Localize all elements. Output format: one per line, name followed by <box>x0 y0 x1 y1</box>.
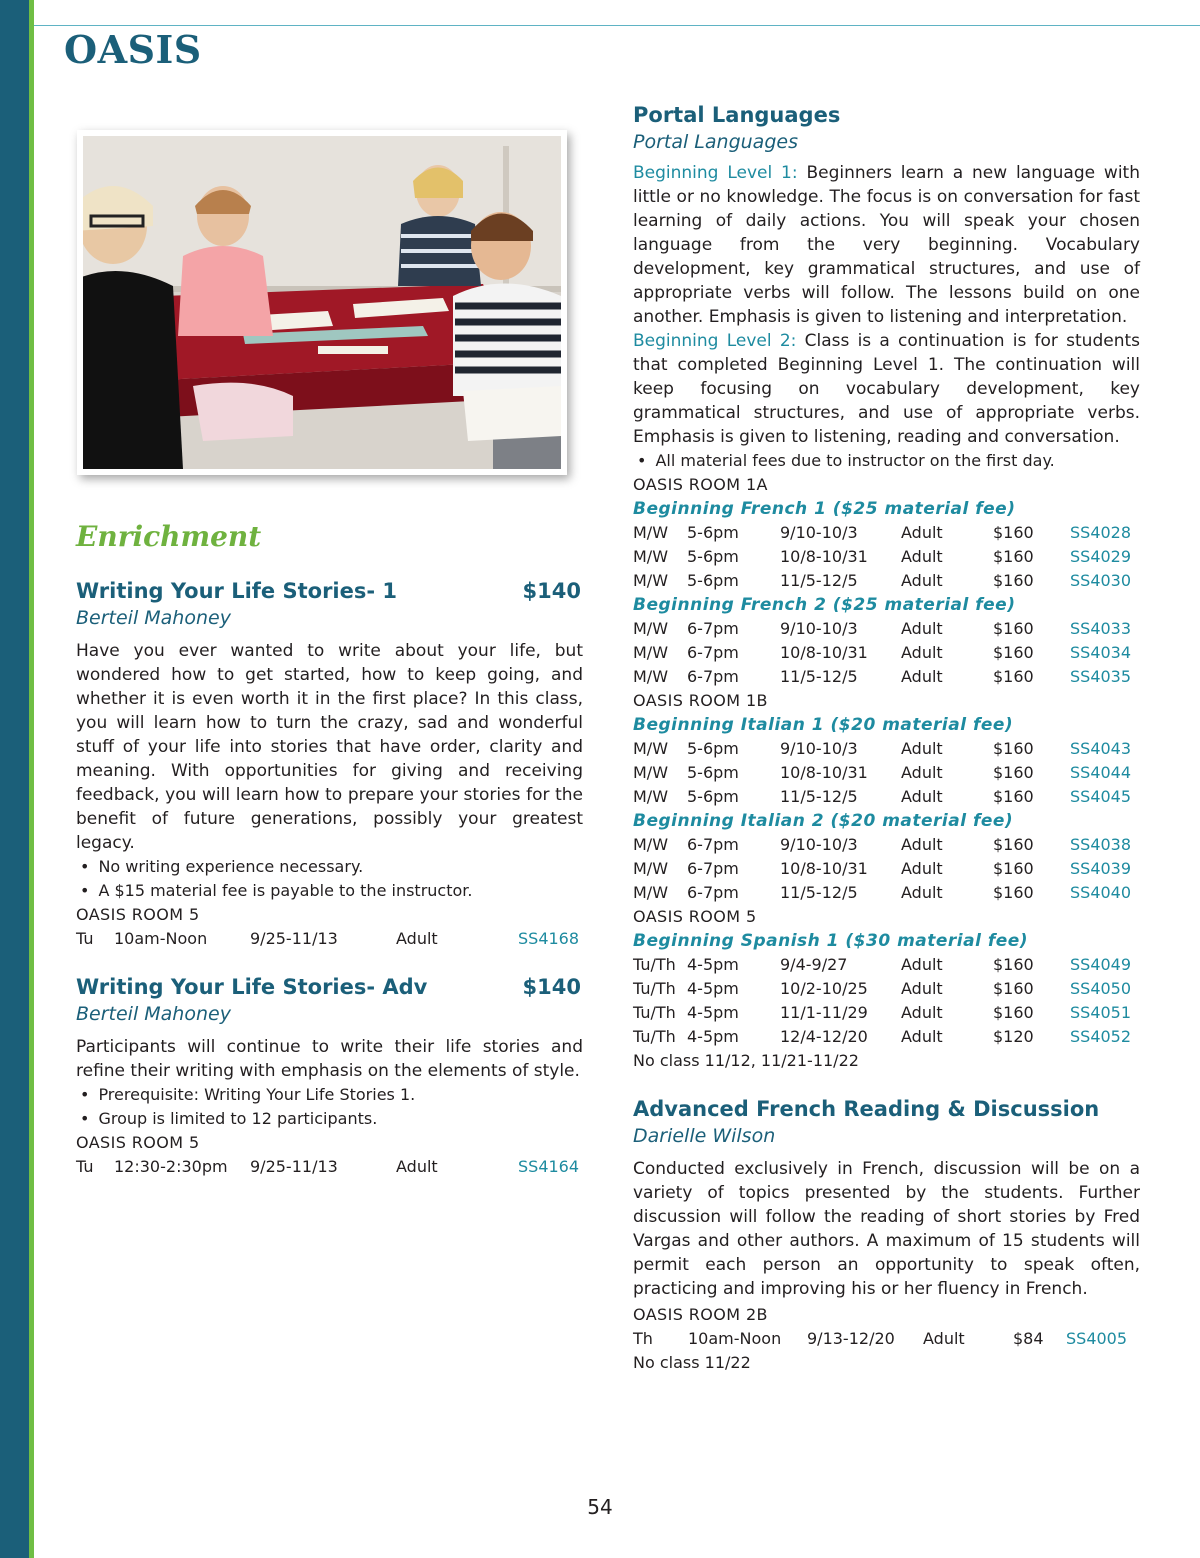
schedule-row <box>633 1327 1140 1351</box>
schedule-row <box>633 881 1140 905</box>
schedule-row <box>633 953 1140 977</box>
schedule-fee: $160 <box>993 739 1034 758</box>
schedule-audience: Adult <box>901 739 943 758</box>
schedule-time: 5-6pm <box>687 763 739 782</box>
bullet-item: • All material fees due to instructor on the first day. <box>633 449 1140 473</box>
schedule-audience: Adult <box>901 643 943 662</box>
course-code: SS4045 <box>1070 787 1132 806</box>
schedule-row <box>633 977 1140 1001</box>
schedule-dates: 10/8-10/31 <box>780 547 868 566</box>
schedule-fee: $160 <box>993 1003 1034 1022</box>
schedule-audience: Adult <box>901 955 943 974</box>
level2-description <box>633 329 1140 449</box>
schedule-day: M/W <box>633 859 669 878</box>
course-code: SS4043 <box>1070 739 1132 758</box>
schedule-dates: 9/10-10/3 <box>780 523 858 542</box>
schedule-day: M/W <box>633 739 669 758</box>
schedule-row <box>633 617 1140 641</box>
schedule-day: M/W <box>633 667 669 686</box>
schedule-time: 4-5pm <box>687 1003 739 1022</box>
schedule-audience: Adult <box>396 929 438 948</box>
room-label: OASIS ROOM 2B <box>633 1305 768 1324</box>
schedule-day: M/W <box>633 523 669 542</box>
photo-frame <box>77 130 567 475</box>
page-number: 54 <box>587 1495 613 1519</box>
schedule-row <box>633 785 1140 809</box>
sidebar-accent-stripe <box>29 0 34 1558</box>
schedule-time: 10am-Noon <box>688 1329 782 1348</box>
schedule-audience: Adult <box>901 667 943 686</box>
course-code: SS4052 <box>1070 1027 1132 1046</box>
section-heading-enrichment: Enrichment <box>76 520 262 553</box>
instructor-name: Darielle Wilson <box>633 1125 776 1147</box>
schedule-audience: Adult <box>901 523 943 542</box>
schedule-fee: $160 <box>993 955 1034 974</box>
schedule-fee: $160 <box>993 619 1034 638</box>
schedule-fee: $160 <box>993 763 1034 782</box>
schedule-row <box>633 665 1140 689</box>
schedule-fee: $160 <box>993 667 1034 686</box>
schedule-fee: $120 <box>993 1027 1034 1046</box>
schedule-row <box>633 833 1140 857</box>
schedule-row <box>633 1025 1140 1049</box>
instructor-name: Portal Languages <box>633 131 798 153</box>
schedule-time: 5-6pm <box>687 739 739 758</box>
course-title: Writing Your Life Stories- 1 <box>76 579 397 603</box>
schedule-dates: 11/5-12/5 <box>780 883 858 902</box>
schedule-audience: Adult <box>901 619 943 638</box>
course-code: SS4028 <box>1070 523 1132 542</box>
schedule-fee: $160 <box>993 859 1034 878</box>
schedule-day: Tu/Th <box>633 1003 676 1022</box>
course-code: SS4035 <box>1070 667 1132 686</box>
schedule-row <box>633 569 1140 593</box>
schedule-audience: Adult <box>901 1027 943 1046</box>
schedule-day: Tu/Th <box>633 955 676 974</box>
schedule-time: 6-7pm <box>687 667 739 686</box>
schedule-dates: 10/8-10/31 <box>780 859 868 878</box>
schedule-row <box>633 521 1140 545</box>
course-code: SS4005 <box>1066 1329 1128 1348</box>
schedule-dates: 9/10-10/3 <box>780 835 858 854</box>
schedule-dates: 11/5-12/5 <box>780 571 858 590</box>
room-label: OASIS ROOM 5 <box>76 1133 200 1152</box>
course-description: Participants will continue to write their life stories and refine their writing with emphasis on the elements of style. <box>76 1037 583 1081</box>
schedule-row <box>76 1155 583 1179</box>
schedule-time: 6-7pm <box>687 619 739 638</box>
schedule-fee: $160 <box>993 787 1034 806</box>
class-subheading: Beginning Spanish 1 ($30 material fee) <box>633 931 1029 951</box>
schedule-time: 6-7pm <box>687 883 739 902</box>
no-class-note: No class 11/22 <box>633 1353 751 1372</box>
course-price: $140 <box>522 579 581 603</box>
schedule-dates: 10/8-10/31 <box>780 763 868 782</box>
class-subheading: Beginning Italian 2 ($20 material fee) <box>633 811 1014 831</box>
schedule-dates: 9/10-10/3 <box>780 739 858 758</box>
course-header <box>76 973 583 1001</box>
course-code: SS4029 <box>1070 547 1132 566</box>
schedule-time: 6-7pm <box>687 859 739 878</box>
level1-label: Beginning Level 1: <box>633 163 798 183</box>
schedule-fee: $160 <box>993 643 1034 662</box>
schedule-fee: $84 <box>1013 1329 1044 1348</box>
schedule-dates: 12/4-12/20 <box>780 1027 868 1046</box>
schedule-time: 5-6pm <box>687 547 739 566</box>
schedule-day: Tu/Th <box>633 1027 676 1046</box>
schedule-row <box>633 545 1140 569</box>
schedule-day: Tu <box>76 1157 94 1176</box>
schedule-dates: 11/5-12/5 <box>780 667 858 686</box>
schedule-dates: 11/1-11/29 <box>780 1003 868 1022</box>
schedule-fee: $160 <box>993 571 1034 590</box>
schedule-time: 5-6pm <box>687 571 739 590</box>
schedule-time: 12:30-2:30pm <box>114 1157 228 1176</box>
course-header <box>76 577 583 605</box>
schedule-time: 5-6pm <box>687 787 739 806</box>
schedule-audience: Adult <box>901 1003 943 1022</box>
schedule-audience: Adult <box>901 787 943 806</box>
header-rule <box>34 25 1200 26</box>
schedule-day: Th <box>633 1329 653 1348</box>
schedule-row <box>633 857 1140 881</box>
schedule-dates: 9/13-12/20 <box>807 1329 895 1348</box>
schedule-dates: 10/8-10/31 <box>780 643 868 662</box>
level1-description <box>633 161 1140 329</box>
course-code: SS4034 <box>1070 643 1132 662</box>
course-price: $140 <box>522 975 581 999</box>
schedule-day: Tu <box>76 929 94 948</box>
course-code: SS4038 <box>1070 835 1132 854</box>
schedule-fee: $160 <box>993 547 1034 566</box>
schedule-row <box>633 1001 1140 1025</box>
schedule-dates: 9/4-9/27 <box>780 955 848 974</box>
schedule-fee: $160 <box>993 979 1034 998</box>
schedule-dates: 9/25-11/13 <box>250 929 338 948</box>
course-title: Advanced French Reading & Discussion <box>633 1097 1100 1121</box>
course-title: Writing Your Life Stories- Adv <box>76 975 428 999</box>
course-code: SS4039 <box>1070 859 1132 878</box>
schedule-row <box>633 737 1140 761</box>
schedule-time: 10am-Noon <box>114 929 208 948</box>
class-subheading: Beginning French 2 ($25 material fee) <box>633 595 1016 615</box>
bullet-item: • Prerequisite: Writing Your Life Stories 1. <box>76 1083 583 1107</box>
schedule-audience: Adult <box>901 835 943 854</box>
schedule-dates: 10/2-10/25 <box>780 979 868 998</box>
schedule-day: Tu/Th <box>633 979 676 998</box>
level1-text: Beginners learn a new language with little or no knowledge. The focus is on conversation for fast learning of daily actions. You will speak your chosen language from the very beginning. Vocabulary development, key grammatical structures, and use of appropriate verbs will follow. The lessons build on one another. Emphasis is given to listening and interpretation. <box>633 163 1141 327</box>
schedule-audience: Adult <box>923 1329 965 1348</box>
schedule-fee: $160 <box>993 835 1034 854</box>
schedule-row <box>76 927 583 951</box>
schedule-day: M/W <box>633 763 669 782</box>
schedule-day: M/W <box>633 787 669 806</box>
course-description: Conducted exclusively in French, discussion will be on a variety of topics presented by the students. Further discussion will follow the reading of short stories by Fred Vargas and other authors. A maximum of 15 students will permit each person an opportunity to speak often, practicing and improving his or her fluency in French. <box>633 1159 1140 1299</box>
schedule-dates: 11/5-12/5 <box>780 787 858 806</box>
schedule-time: 6-7pm <box>687 835 739 854</box>
photo-mahjong-players <box>83 136 561 469</box>
schedule-row <box>633 641 1140 665</box>
level2-label: Beginning Level 2: <box>633 331 797 351</box>
instructor-name: Berteil Mahoney <box>76 607 231 629</box>
schedule-audience: Adult <box>901 883 943 902</box>
class-subheading: Beginning Italian 1 ($20 material fee) <box>633 715 1014 735</box>
course-description: Have you ever wanted to write about your life, but wondered how to get started, how to keep going, and whether it is even worth it in the first place? In this class, you will learn how to turn the crazy, sad and wonderful stuff of your life into stories that have order, clarity and meaning. With opportunities for giving and receiving feedback, you will learn how to prepare your stories for the benefit of future generations, possibly your greatest legacy. <box>76 641 583 853</box>
sidebar-band <box>0 0 29 1558</box>
bullet-item: • A $15 material fee is payable to the instructor. <box>76 879 583 903</box>
schedule-audience: Adult <box>901 859 943 878</box>
schedule-fee: $160 <box>993 523 1034 542</box>
schedule-time: 6-7pm <box>687 643 739 662</box>
course-title: Portal Languages <box>633 103 841 127</box>
schedule-dates: 9/25-11/13 <box>250 1157 338 1176</box>
schedule-time: 5-6pm <box>687 523 739 542</box>
course-code: SS4049 <box>1070 955 1132 974</box>
schedule-row <box>633 761 1140 785</box>
schedule-audience: Adult <box>901 979 943 998</box>
schedule-day: M/W <box>633 547 669 566</box>
course-code: SS4168 <box>518 929 580 948</box>
bullet-item: • Group is limited to 12 participants. <box>76 1107 583 1131</box>
schedule-day: M/W <box>633 571 669 590</box>
room-label: OASIS ROOM 1B <box>633 691 768 710</box>
page-title: OASIS <box>64 27 202 72</box>
room-label: OASIS ROOM 1A <box>633 475 768 494</box>
no-class-note: No class 11/12, 11/21-11/22 <box>633 1051 859 1070</box>
bullet-item: • No writing experience necessary. <box>76 855 583 879</box>
course-code: SS4040 <box>1070 883 1132 902</box>
room-label: OASIS ROOM 5 <box>76 905 200 924</box>
course-code: SS4033 <box>1070 619 1132 638</box>
schedule-time: 4-5pm <box>687 955 739 974</box>
schedule-dates: 9/10-10/3 <box>780 619 858 638</box>
left-column <box>76 519 583 1179</box>
schedule-day: M/W <box>633 883 669 902</box>
schedule-audience: Adult <box>901 763 943 782</box>
schedule-day: M/W <box>633 619 669 638</box>
schedule-audience: Adult <box>901 547 943 566</box>
right-column <box>633 101 1140 1375</box>
schedule-time: 4-5pm <box>687 1027 739 1046</box>
course-code: SS4030 <box>1070 571 1132 590</box>
schedule-day: M/W <box>633 835 669 854</box>
course-code: SS4050 <box>1070 979 1132 998</box>
schedule-audience: Adult <box>396 1157 438 1176</box>
schedule-fee: $160 <box>993 883 1034 902</box>
level2-text: Class is a continuation is for students that completed Beginning Level 1. The continuation will keep focusing on vocabulary development, key grammatical structures, and use of appropriate verbs. Emphasis is given to listening, reading and conversation. <box>633 331 1140 447</box>
room-label: OASIS ROOM 5 <box>633 907 757 926</box>
course-code: SS4044 <box>1070 763 1132 782</box>
schedule-audience: Adult <box>901 571 943 590</box>
class-subheading: Beginning French 1 ($25 material fee) <box>633 499 1016 519</box>
course-code: SS4164 <box>518 1157 580 1176</box>
course-code: SS4051 <box>1070 1003 1132 1022</box>
schedule-time: 4-5pm <box>687 979 739 998</box>
instructor-name: Berteil Mahoney <box>76 1003 231 1025</box>
schedule-day: M/W <box>633 643 669 662</box>
